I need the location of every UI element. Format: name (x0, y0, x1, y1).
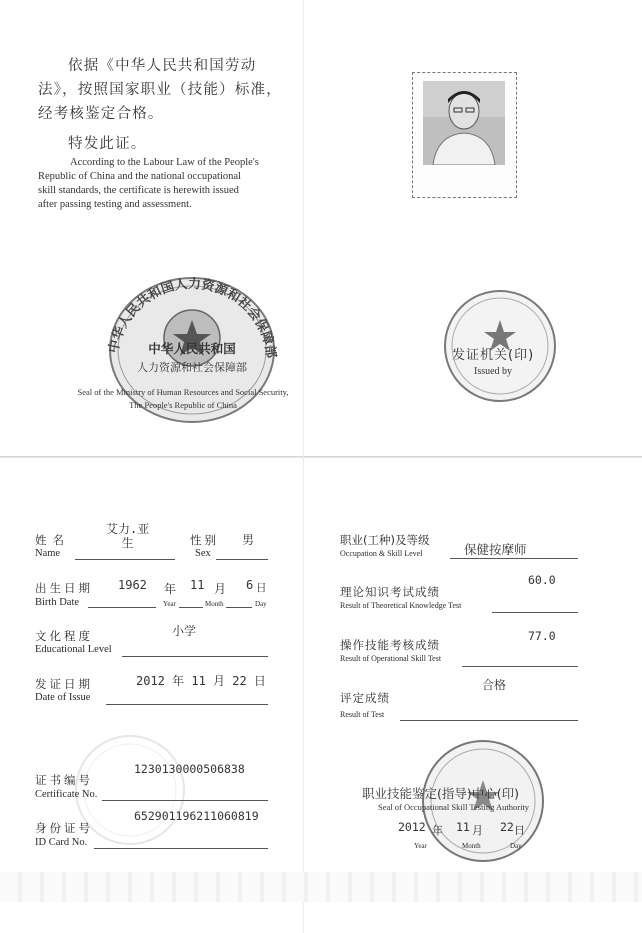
ministry-seal-caption (58, 386, 308, 412)
cn-statement-line-2: 法》，按照国家职业（技能）标准， (38, 82, 282, 98)
security-watermark-band (0, 872, 642, 902)
authority-en: Seal of Occupational Skill Testing Authority (378, 802, 530, 812)
cn-statement (38, 54, 288, 156)
issue-underline (106, 704, 268, 705)
cert-underline (102, 800, 268, 801)
issue-label-en: Date of Issue (35, 692, 91, 703)
name-value-line-1: 艾力.亚 (106, 522, 150, 536)
theory-label-cn: 理论知识考试成绩 (340, 585, 440, 599)
auth-month-en: Month (462, 842, 481, 850)
auth-day-value: 22 (500, 820, 514, 834)
skill-label-en: Result of Operational Skill Test (340, 654, 442, 663)
en-statement (38, 156, 288, 212)
auth-month-cn: 月 (472, 824, 483, 837)
dob-label-cn: 出生日期 (35, 581, 93, 595)
cn-statement-line-3: 经考核鉴定合格。 (38, 106, 164, 122)
ministry-seal-caption-line-2: The People's Republic of China (129, 400, 237, 410)
cn-issue-line: 特发此证。 (68, 136, 147, 152)
theory-value: 60.0 (528, 573, 556, 587)
edu-label-en: Educational Level (35, 644, 112, 655)
auth-month-value: 11 (456, 820, 470, 834)
ministry-seal-arc-text: 中华人民共和国人力资源和社会保障部 (106, 276, 279, 360)
auth-year-cn: 年 (432, 824, 443, 837)
dob-label-en: Birth Date (35, 597, 80, 608)
authority-cn: 职业技能鉴定(指导)中心(印) (362, 786, 520, 801)
name-label-en: Name (35, 548, 61, 559)
theory-underline (492, 612, 578, 613)
sex-label-en: Sex (195, 548, 211, 559)
id-value: 652901196211060819 (134, 809, 259, 823)
issuing-seal-label-en: Issued by (474, 366, 513, 377)
dob-day-cn: 日 (256, 582, 267, 594)
skill-value: 77.0 (528, 629, 556, 643)
sex-underline (216, 559, 268, 560)
dob-year-cn: 年 (164, 582, 177, 596)
auth-year-en: Year (414, 842, 427, 850)
cert-label-en: Certificate No. (35, 789, 98, 800)
name-underline (75, 559, 175, 560)
result-label-cn: 评定成绩 (340, 691, 390, 705)
skill-underline (462, 666, 578, 667)
fold-line-horizontal (0, 456, 642, 458)
result-value: 合格 (482, 678, 507, 692)
id-underline (94, 848, 268, 849)
ministry-seal-line-2: 人力资源和社会保障部 (137, 361, 247, 374)
sex-value: 男 (242, 533, 255, 547)
edu-underline (122, 656, 268, 657)
name-value (106, 522, 149, 550)
dob-year-en: Year (163, 600, 176, 608)
skill-label-cn: 操作技能考核成绩 (340, 638, 440, 652)
fold-line-vertical (303, 0, 304, 933)
theory-label-en: Result of Theoretical Knowledge Test (340, 601, 462, 610)
cert-value: 1230130000506838 (134, 762, 245, 776)
dob-month-value: 11 (190, 578, 205, 592)
sex-label-cn: 性别 (190, 533, 219, 547)
dob-year-value: 1962 (118, 578, 147, 592)
en-statement-line-3: skill standards, the certificate is herewith issued (38, 185, 239, 196)
dob-month-underline (179, 607, 203, 608)
id-label-en: ID Card No. (35, 837, 88, 848)
name-value-line-2: 生 (121, 536, 134, 550)
issue-label-cn: 发证日期 (35, 677, 93, 691)
en-statement-line-4: after passing testing and assessment. (38, 199, 192, 210)
dob-day-en: Day (255, 600, 267, 608)
cert-label-cn: 证书编号 (35, 773, 93, 787)
photo-frame (412, 72, 517, 198)
occ-label-en: Occupation & Skill Level (340, 549, 423, 558)
ministry-seal-line-1: 中华人民共和国 (148, 341, 236, 356)
result-underline (400, 720, 578, 721)
portrait-photo (423, 81, 505, 165)
name-label-cn: 姓名 (35, 533, 70, 547)
dob-month-en: Month (205, 600, 224, 608)
en-statement-line-1: According to the Labour Law of the People's (70, 157, 259, 168)
edu-label-cn: 文化程度 (35, 629, 93, 643)
auth-day-en: Day (510, 842, 522, 850)
occ-value: 保健按摩师 (464, 542, 527, 557)
ministry-seal-caption-line-1: Seal of the Ministry of Human Resources and Social Security, (77, 387, 289, 397)
id-label-cn: 身份证号 (35, 821, 93, 835)
result-label-en: Result of Test (340, 710, 385, 719)
dob-day-underline (226, 607, 252, 608)
dob-day-value: 6 (246, 578, 254, 592)
auth-year-value: 2012 (398, 820, 426, 834)
auth-day-cn: 日 (514, 824, 525, 837)
dob-year-underline (88, 607, 156, 608)
issue-value: 2012 年 11 月 22 日 (136, 674, 266, 688)
en-statement-line-2: Republic of China and the national occupational (38, 171, 241, 182)
cn-statement-line-1: 依据《中华人民共和国劳动 (68, 58, 257, 74)
occ-label-cn: 职业(工种)及等级 (340, 533, 430, 547)
issuing-seal-label-cn: 发证机关(印) (452, 348, 535, 363)
occ-underline (450, 558, 578, 559)
edu-value: 小学 (172, 624, 197, 638)
dob-month-cn: 月 (214, 582, 227, 596)
